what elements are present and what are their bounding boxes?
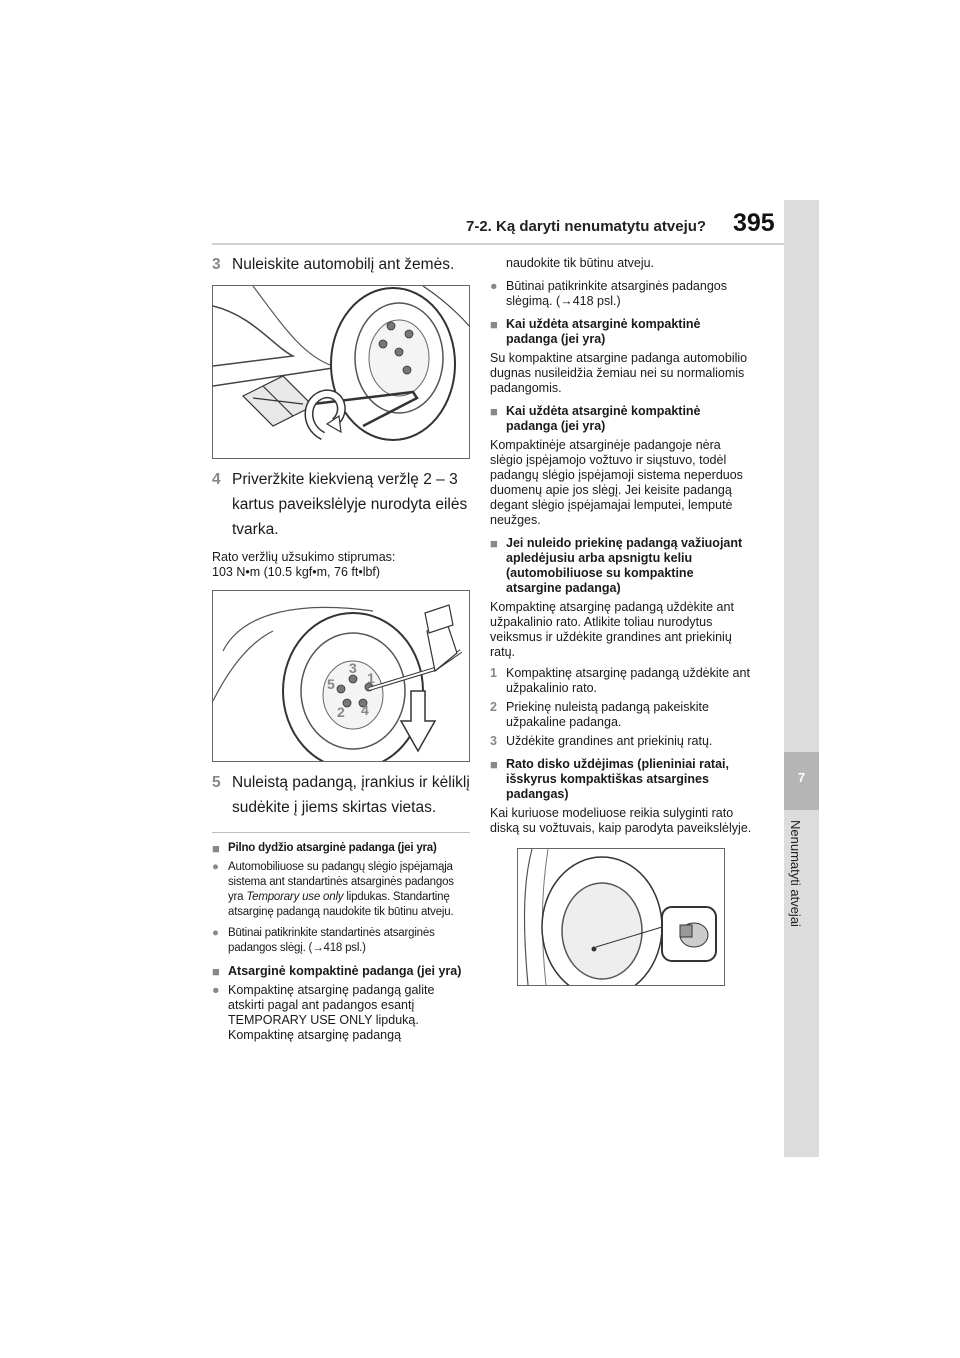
square-bullet-icon: ■ xyxy=(490,404,498,419)
heading-text: Atsarginė kompaktinė padanga (jei yra) xyxy=(228,964,462,978)
section-divider xyxy=(212,832,470,833)
figure-lowering-jack xyxy=(212,285,470,459)
round-bullet-icon: ● xyxy=(212,927,219,939)
icy-road-step-1 xyxy=(490,666,752,696)
side-tab xyxy=(784,200,819,1157)
chapter-number: 7 xyxy=(797,770,806,785)
nut-label-4: 4 xyxy=(361,702,369,718)
step-text: Kompaktinę atsarginę padangą uždėkite ant užpakalinio rato. xyxy=(506,666,750,695)
left-column xyxy=(212,252,470,1049)
bullet-temporary-use xyxy=(212,860,470,920)
step-text: Nuleistą padangą, įrankius ir kėliklį sudėkite į jiems skirtas vietas. xyxy=(232,774,470,816)
heading-text: Pilno dydžio atsarginė padanga (jei yra) xyxy=(228,842,437,854)
header-divider xyxy=(212,243,784,245)
arrow-ref-icon: → xyxy=(312,942,324,954)
step-number: 5 xyxy=(212,774,221,791)
paragraph-wheel-disc: Kai kuriuose modeliuose reikia sulyginti rato diską su vožtuvais, kaip parodyta paveikslėlyje. xyxy=(490,806,752,835)
bullet-text: Kompaktinę atsarginę padangą galite atskirti pagal ant padangos esantį TEMPORARY USE ONLY lipduką. Kompaktinę atsarginę padangą xyxy=(228,983,435,1042)
square-bullet-icon: ■ xyxy=(490,317,498,332)
step-lower-vehicle xyxy=(212,252,470,277)
page-reference: 418 psl.) xyxy=(323,942,366,954)
wheel-disc-valve-illustration xyxy=(518,849,724,985)
page-reference: 418 psl.) xyxy=(572,294,621,308)
heading-icy-road-flat xyxy=(490,536,752,596)
page-number: 395 xyxy=(733,209,775,237)
bullet-text: Būtinai patikrinkite standartinės atsarginės padangos slėgį. (→418 psl.) xyxy=(228,927,435,954)
icy-road-step-2 xyxy=(490,700,752,730)
heading-wheel-disc xyxy=(490,757,752,802)
round-bullet-icon: ● xyxy=(490,279,498,293)
paragraph-pressure-warning: Kompaktinėje atsarginėje padangoje nėra slėgio įspėjamojo vožtuvo ir siųstuvo, todėl padangų slėgio įspėjamoji sistema neperduos duomenų apie jos slėgį. Jei keisite padangą degant slėgio įspėjamajai lemputei, lemputė neužges. xyxy=(490,438,743,527)
heading-compact-ground-clearance xyxy=(490,317,752,347)
step-text: Uždėkite grandines ant priekinių ratų. xyxy=(506,734,713,748)
torque-value: 103 N•m (10.5 kgf•m, 76 ft•lbf) xyxy=(212,565,381,579)
heading-text: Kai uždėta atsarginė kompaktinė padanga (jei yra) xyxy=(506,317,701,346)
bullet-text: Automobiliuose su padangų slėgio įspėjamąja sistema ant standartinės atsarginės padangos yra Temporary use only lipdukas. Standartinę atsarginę padangą naudokite tik būtinu atveju. xyxy=(228,861,454,918)
torque-label: Rato veržlių užsukimo stiprumas: xyxy=(212,550,396,564)
torque-spec xyxy=(212,550,470,580)
bullet-compact-identify xyxy=(212,983,470,1043)
paragraph-ground-clearance: Su kompaktine atsargine padanga automobilio dugnas nusileidžia žemiau nei su normaliomis padangomis. xyxy=(490,351,748,395)
step-text: Nuleiskite automobilį ant žemės. xyxy=(232,256,455,273)
paragraph-icy-road: Kompaktinę atsarginę padangą uždėkite ant užpakalinio rato. Atlikite toliau nurodytus veiksmus ir uždėkite grandines ant priekinių ratų. xyxy=(490,600,734,659)
step-number: 1 xyxy=(490,666,497,680)
step-text: Priekinę nuleistą padangą pakeiskite užpakaline padanga. xyxy=(506,700,709,729)
nut-label-3: 3 xyxy=(349,660,357,676)
heading-full-size-spare xyxy=(212,841,470,856)
square-bullet-icon: ■ xyxy=(490,757,498,772)
nut-tightening-order-illustration xyxy=(213,591,469,761)
figure-nut-order xyxy=(212,590,470,762)
heading-text: Jei nuleido priekinę padangą važiuojant apledėjusiu arba apsnigtu keliu (automobiliuose su kompaktine atsargine padanga) xyxy=(506,536,743,595)
jack-lowering-illustration xyxy=(213,286,469,458)
heading-text: Kai uždėta atsarginė kompaktinė padanga (jei yra) xyxy=(506,404,701,433)
step-number: 4 xyxy=(212,471,221,488)
heading-compact-pressure-warning xyxy=(490,404,752,434)
nut-label-2: 2 xyxy=(337,704,345,720)
chapter-label: Nenumatyti atvejai xyxy=(788,820,803,927)
arrow-ref-icon: → xyxy=(560,294,573,308)
figure-wheel-valve xyxy=(517,848,725,986)
italic-label: Temporary use only xyxy=(246,891,344,903)
bullet-check-pressure xyxy=(212,926,470,956)
right-column xyxy=(490,252,752,994)
step-text: Priveržkite kiekvieną veržlę 2 – 3 kartus paveikslėlyje nurodyta eilės tvarka. xyxy=(232,471,468,538)
section-title: 7-2. Ką daryti nenumatytu atveju? xyxy=(466,218,707,235)
round-bullet-icon: ● xyxy=(212,983,220,997)
square-bullet-icon: ■ xyxy=(490,536,498,551)
icy-road-step-3 xyxy=(490,734,752,749)
square-bullet-icon: ■ xyxy=(212,964,220,979)
step-store-tools xyxy=(212,770,470,820)
continued-text: naudokite tik būtinu atveju. xyxy=(506,256,655,270)
step-number: 3 xyxy=(490,734,497,748)
heading-text: Rato disko uždėjimas (plieniniai ratai, išskyrus kompaktiškas atsargines padangas) xyxy=(506,757,729,801)
heading-compact-spare xyxy=(212,964,470,979)
nut-label-5: 5 xyxy=(327,676,335,692)
step-tighten-nuts xyxy=(212,467,470,542)
bullet-check-compact-pressure xyxy=(490,279,752,309)
square-bullet-icon: ■ xyxy=(212,841,220,856)
round-bullet-icon: ● xyxy=(212,861,219,873)
nut-label-1: 1 xyxy=(367,670,375,686)
bullet-text: Būtinai patikrinkite atsarginės padangos slėgimą. (→418 psl.) xyxy=(506,279,727,308)
step-number: 2 xyxy=(490,700,497,714)
step-number: 3 xyxy=(212,256,221,273)
